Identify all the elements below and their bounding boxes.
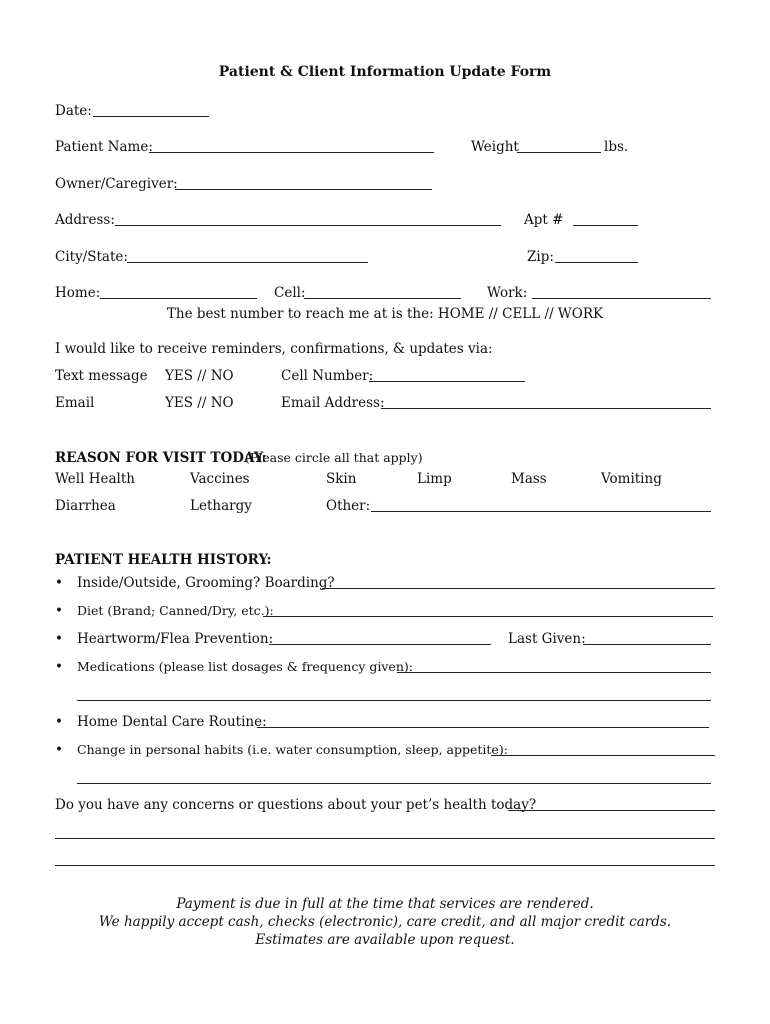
history-heading: PATIENT HEALTH HISTORY: <box>55 552 272 568</box>
history-heartworm-row <box>55 629 715 649</box>
concerns-question: Do you have any concerns or questions about your pet’s health today? <box>55 797 537 813</box>
email-address-field[interactable] <box>381 408 711 409</box>
patient-name-label: Patient Name: <box>55 139 153 155</box>
zip-label: Zip: <box>527 249 554 265</box>
reason-options-row-2 <box>55 496 715 516</box>
apt-field[interactable] <box>573 225 638 226</box>
text-reminder-row <box>55 366 715 386</box>
email-reminder-row <box>55 393 715 413</box>
history-inside-outside-row <box>55 573 715 593</box>
date-field[interactable] <box>93 116 209 117</box>
reason-options-row-1 <box>55 469 715 489</box>
weight-field[interactable] <box>517 152 601 153</box>
form-title: Patient & Client Information Update Form <box>218 64 552 80</box>
reason-option-limp[interactable]: Limp <box>417 471 452 487</box>
concerns-field[interactable] <box>508 810 715 811</box>
owner-label: Owner/Caregiver: <box>55 176 178 192</box>
diet-field[interactable] <box>263 616 713 617</box>
last-given-label: Last Given: <box>508 631 586 647</box>
work-label: Work: <box>487 285 528 301</box>
apt-label: Apt # <box>524 212 564 228</box>
inside-outside-label: Inside/Outside, Grooming? Boarding? <box>77 575 335 591</box>
city-row <box>55 247 715 267</box>
reason-option-diarrhea[interactable]: Diarrhea <box>55 498 116 514</box>
reason-note: (Please circle all that apply) <box>245 450 423 465</box>
weight-unit: lbs. <box>604 139 629 155</box>
bullet: • <box>55 714 63 730</box>
footer-estimates: Estimates are available upon request. <box>255 932 515 948</box>
history-heading-row <box>55 550 715 570</box>
reason-option-vaccines[interactable]: Vaccines <box>190 471 250 487</box>
reason-option-mass[interactable]: Mass <box>511 471 547 487</box>
dental-label: Home Dental Care Routine: <box>77 714 267 730</box>
concerns-field-line-2[interactable] <box>55 838 715 839</box>
footer-payment: Payment is due in full at the time that services are rendered. <box>176 896 594 912</box>
patient-name-field[interactable] <box>149 152 434 153</box>
concerns-field-line-3[interactable] <box>55 865 715 866</box>
habits-label: Change in personal habits (i.e. water consumption, sleep, appetite): <box>77 742 508 757</box>
reason-heading-row <box>55 448 715 468</box>
reason-option-skin[interactable]: Skin <box>326 471 357 487</box>
bullet: • <box>55 742 63 758</box>
medications-field[interactable] <box>397 672 711 673</box>
phone-row <box>55 283 715 303</box>
bullet: • <box>55 631 63 647</box>
history-medications-row <box>55 657 715 677</box>
heartworm-label: Heartworm/Flea Prevention: <box>77 631 274 647</box>
footer-payment-methods: We happily accept cash, checks (electronic), care credit, and all major credit cards. <box>98 914 672 930</box>
reason-other-label: Other: <box>326 498 371 514</box>
city-state-field[interactable] <box>127 262 368 263</box>
dental-field[interactable] <box>257 727 709 728</box>
history-habits-row <box>55 740 715 760</box>
owner-row <box>55 174 715 194</box>
bullet: • <box>55 575 63 591</box>
heartworm-field[interactable] <box>269 644 491 645</box>
reason-option-well-health[interactable]: Well Health <box>55 471 135 487</box>
address-row <box>55 210 715 230</box>
date-label: Date: <box>55 103 92 119</box>
medications-label: Medications (please list dosages & frequency given): <box>77 659 413 674</box>
bullet: • <box>55 603 63 619</box>
cell-phone-field[interactable] <box>304 298 461 299</box>
city-state-label: City/State: <box>55 249 128 265</box>
concerns-line-3-row <box>55 850 715 870</box>
habits-field-line-2[interactable] <box>77 783 711 784</box>
history-dental-row <box>55 712 715 732</box>
email-address-label: Email Address: <box>281 395 385 411</box>
reason-heading: REASON FOR VISIT TODAY: <box>55 450 267 466</box>
email-label: Email <box>55 395 95 411</box>
patient-row <box>55 137 715 157</box>
work-phone-field[interactable] <box>532 298 711 299</box>
cell-number-label: Cell Number: <box>281 368 374 384</box>
text-yes-no[interactable]: YES // NO <box>165 368 234 384</box>
zip-field[interactable] <box>555 262 638 263</box>
reminders-intro: I would like to receive reminders, confirmations, & updates via: <box>55 341 493 357</box>
history-habits-continuation <box>55 768 715 788</box>
last-given-field[interactable] <box>583 644 711 645</box>
cell-label: Cell: <box>274 285 306 301</box>
reason-other-field[interactable] <box>371 511 711 512</box>
best-number-note: The best number to reach me at is the: HOME // CELL // WORK <box>166 306 604 322</box>
concerns-line-2-row <box>55 823 715 843</box>
habits-field[interactable] <box>491 755 715 756</box>
cell-number-field[interactable] <box>369 381 525 382</box>
reason-option-lethargy[interactable]: Lethargy <box>190 498 252 514</box>
bullet: • <box>55 659 63 675</box>
history-medications-continuation <box>55 685 715 705</box>
home-label: Home: <box>55 285 101 301</box>
address-field[interactable] <box>115 225 501 226</box>
address-label: Address: <box>55 212 115 228</box>
date-row <box>55 101 715 121</box>
reason-option-vomiting[interactable]: Vomiting <box>601 471 662 487</box>
weight-label: Weight <box>471 139 519 155</box>
diet-label: Diet (Brand; Canned/Dry, etc.): <box>77 603 274 618</box>
home-phone-field[interactable] <box>100 298 257 299</box>
email-yes-no[interactable]: YES // NO <box>165 395 234 411</box>
text-message-label: Text message <box>55 368 148 384</box>
history-diet-row <box>55 601 715 621</box>
inside-outside-field[interactable] <box>322 588 715 589</box>
medications-field-line-2[interactable] <box>77 700 711 701</box>
owner-field[interactable] <box>175 189 432 190</box>
reminders-intro-row <box>55 339 715 359</box>
concerns-row <box>55 795 715 815</box>
